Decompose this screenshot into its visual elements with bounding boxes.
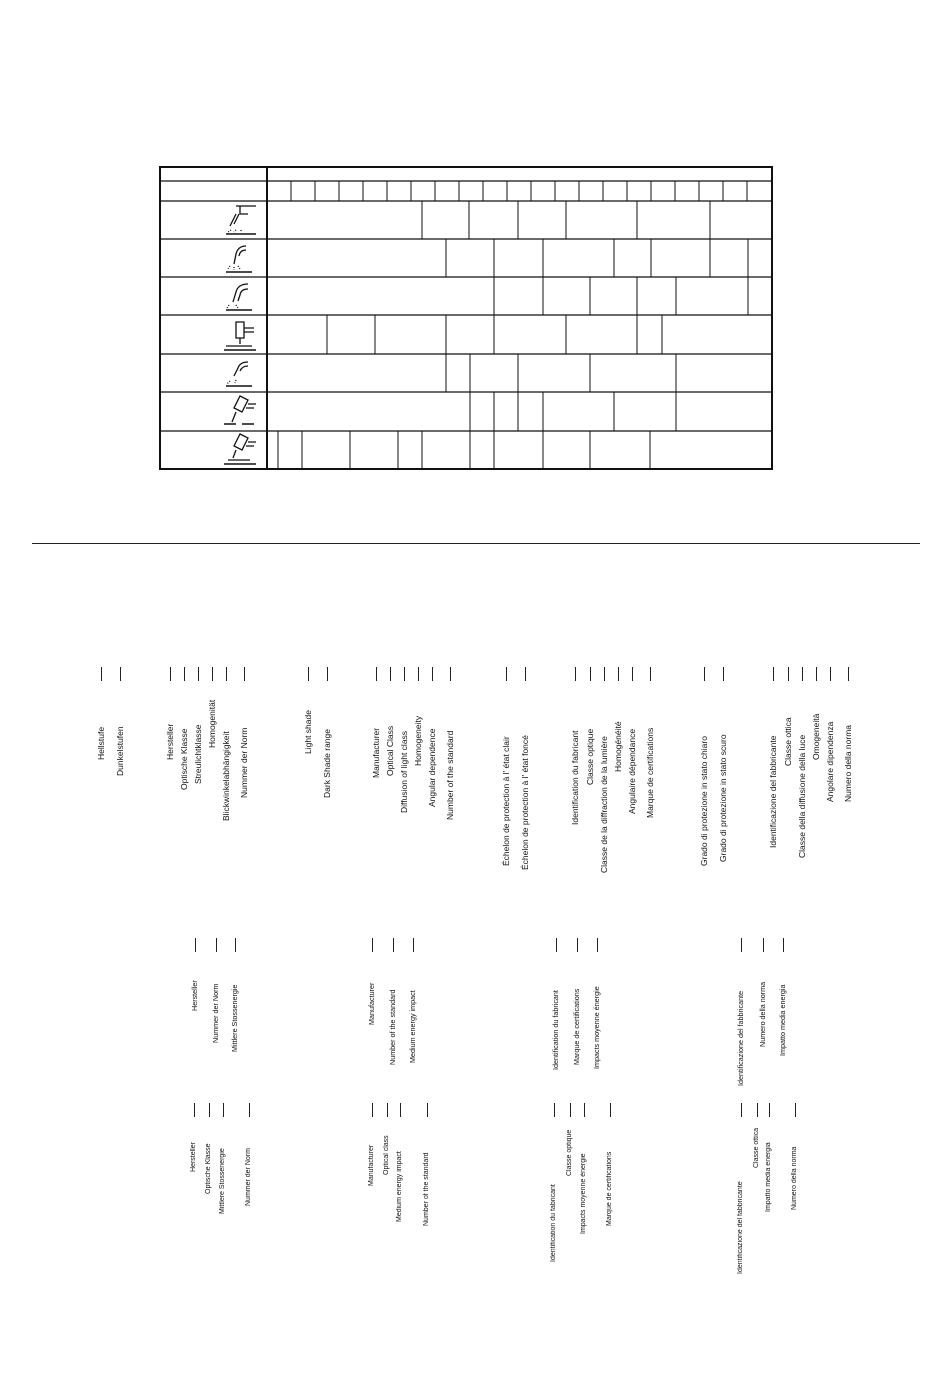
label-en-3: Diffusion of light class [399, 730, 409, 813]
label-it-b-2: Classe ottica [753, 1127, 760, 1168]
leader-line [632, 667, 633, 681]
label-de-b-4: Nummer der Norm [245, 1148, 252, 1206]
label-it-6: Numero della norma [843, 724, 853, 802]
label-de-m-3: Mittlere Stossenergie [230, 984, 239, 1052]
label-en-m-3: Medium energy impact [408, 990, 417, 1063]
leader-line [235, 938, 236, 952]
leader-line [223, 1103, 224, 1117]
label-it-b-3: Impatto media energia [765, 1142, 772, 1212]
label-de-b-3: Mittlere Stossenergie [219, 1148, 226, 1214]
leader-line [610, 1103, 611, 1117]
leader-line [413, 938, 414, 952]
process-icons [224, 206, 256, 464]
label-fr-b-3: Impacts moyenne énergie [580, 1153, 587, 1234]
label-de-b-1: Hersteller [190, 1142, 197, 1172]
label-en-4: Homogeneity [413, 715, 423, 766]
leader-line [372, 1103, 373, 1117]
leader-line [308, 667, 309, 681]
leader-line [757, 1103, 758, 1117]
label-en-shade-2: Dark Shade range [322, 729, 332, 798]
label-it-2: Classe ottica [783, 717, 793, 766]
plasma-welding-icon [224, 434, 256, 464]
label-fr-m-3: Impacts moyenne énergie [592, 986, 601, 1069]
label-de-m-2: Nummer der Norm [211, 983, 220, 1043]
leader-line [212, 667, 213, 681]
label-fr-shade-2: Échelon de protection à l' état foncé [520, 735, 530, 870]
leader-line [618, 667, 619, 681]
welding-shade-table [0, 0, 950, 540]
label-it-5: Angolare dipendenza [825, 721, 835, 802]
leader-line [763, 938, 764, 952]
label-it-shade-1: Grado di protezione in stato chiaro [699, 736, 709, 866]
label-en-1: Manufacturer [371, 727, 381, 778]
leader-line [400, 1103, 401, 1117]
label-fr-4: Homogénéité [613, 721, 623, 772]
mma-electrode-welding-icon [224, 322, 256, 350]
label-fr-2: Classe optique [585, 728, 595, 785]
leader-line [418, 667, 419, 681]
leader-line [101, 667, 102, 681]
leader-line [769, 1103, 770, 1117]
leader-line [802, 667, 803, 681]
mig-mag-welding-icon [226, 246, 252, 272]
label-de-4: Homogenität [207, 699, 217, 748]
label-en-5: Angular dependence [427, 728, 437, 807]
leader-line [575, 667, 576, 681]
label-en-2: Optical Class [385, 725, 395, 776]
label-fr-6: Marque de certifications [645, 727, 655, 818]
label-it-3: Classe della diffusione della luce [797, 734, 807, 858]
leader-line [723, 667, 724, 681]
leader-line [194, 1103, 195, 1117]
leader-line [432, 667, 433, 681]
leader-line [650, 667, 651, 681]
label-de-shade-2: Dunkelstufen [115, 726, 125, 776]
label-it-m-2: Numero della norma [758, 981, 767, 1047]
label-de-1: Hersteller [165, 723, 175, 760]
gas-welding-torch-icon [226, 206, 256, 234]
label-de-2: Optische Klasse [179, 728, 189, 790]
air-arc-gouging-icon [226, 362, 252, 386]
tig-welding-icon [226, 284, 252, 310]
label-en-m-1: Manufacturer [367, 982, 376, 1025]
label-it-shade-2: Grado di protezione in stato scuro [718, 734, 728, 862]
label-en-b-3: Medium energy impact [396, 1151, 403, 1222]
leader-line [704, 667, 705, 681]
leader-line [597, 938, 598, 952]
leader-line [590, 667, 591, 681]
label-en-6: Number of the standard [445, 730, 455, 820]
leader-line [783, 938, 784, 952]
leader-line [404, 667, 405, 681]
label-fr-b-4: Marque de certifications [606, 1151, 613, 1226]
leader-line [506, 667, 507, 681]
label-fr-b-2: Classe optique [566, 1129, 573, 1176]
label-it-b-1: Identificazione del fabbricante [737, 1181, 744, 1274]
leader-line [741, 1103, 742, 1117]
leader-line [554, 1103, 555, 1117]
plasma-cutting-icon [224, 396, 256, 424]
leader-line [226, 667, 227, 681]
leader-line [209, 1103, 210, 1117]
label-fr-3: Classe de la diffraction de la lumière [599, 736, 609, 873]
leader-line [427, 1103, 428, 1117]
label-it-m-1: Identificazione del fabbricante [736, 990, 745, 1086]
leader-line [816, 667, 817, 681]
label-it-b-4: Numero della norma [791, 1146, 798, 1210]
leader-line [393, 938, 394, 952]
leader-line [604, 667, 605, 681]
label-en-b-2: Optical class [383, 1135, 390, 1175]
leader-line [216, 938, 217, 952]
leader-line [525, 667, 526, 681]
label-fr-m-1: Identification du fabricant [551, 990, 560, 1070]
label-de-b-2: Optische Klasse [205, 1143, 212, 1194]
leader-line [120, 667, 121, 681]
label-de-shade-1: Hellstufe [96, 726, 106, 760]
leader-line [773, 667, 774, 681]
leader-line [584, 1103, 585, 1117]
leader-line [556, 938, 557, 952]
leader-line [577, 938, 578, 952]
leader-line [244, 667, 245, 681]
leader-line [184, 667, 185, 681]
label-de-6: Nummer der Norm [239, 727, 249, 798]
label-fr-m-2: Marque de certifications [572, 988, 581, 1065]
leader-line [170, 667, 171, 681]
label-en-b-1: Manufacturer [368, 1144, 375, 1186]
leader-line [788, 667, 789, 681]
leader-line [387, 1103, 388, 1117]
label-fr-1: Identification du fabricant [570, 730, 580, 825]
label-it-1: Identificazione del fabbricante [768, 735, 778, 848]
leader-line [570, 1103, 571, 1117]
label-de-3: Streulichtklasse [193, 724, 203, 784]
label-fr-b-1: Identification du fabricant [550, 1184, 557, 1262]
label-fr-shade-1: Échelon de protection à l' état clair [501, 736, 511, 866]
label-de-5: Blickwinkelabhängigkeit [221, 731, 231, 821]
leader-line [795, 1103, 796, 1117]
leader-line [327, 667, 328, 681]
leader-line [372, 938, 373, 952]
label-it-4: Omogeneità [811, 713, 821, 760]
leader-line [848, 667, 849, 681]
leader-line [198, 667, 199, 681]
leader-line [376, 667, 377, 681]
leader-line [195, 938, 196, 952]
label-fr-5: Angulaire dépendance [627, 728, 637, 814]
leader-line [249, 1103, 250, 1117]
leader-line [450, 667, 451, 681]
label-en-m-2: Number of the standard [388, 989, 397, 1065]
section-divider [32, 543, 920, 544]
label-en-shade-1: Light shade [303, 710, 313, 754]
leader-line [390, 667, 391, 681]
label-en-b-4: Number of the standard [423, 1152, 430, 1226]
label-de-m-1: Hersteller [190, 980, 199, 1011]
label-it-m-3: Impatto media energia [778, 984, 787, 1056]
leader-line [830, 667, 831, 681]
leader-line [741, 938, 742, 952]
